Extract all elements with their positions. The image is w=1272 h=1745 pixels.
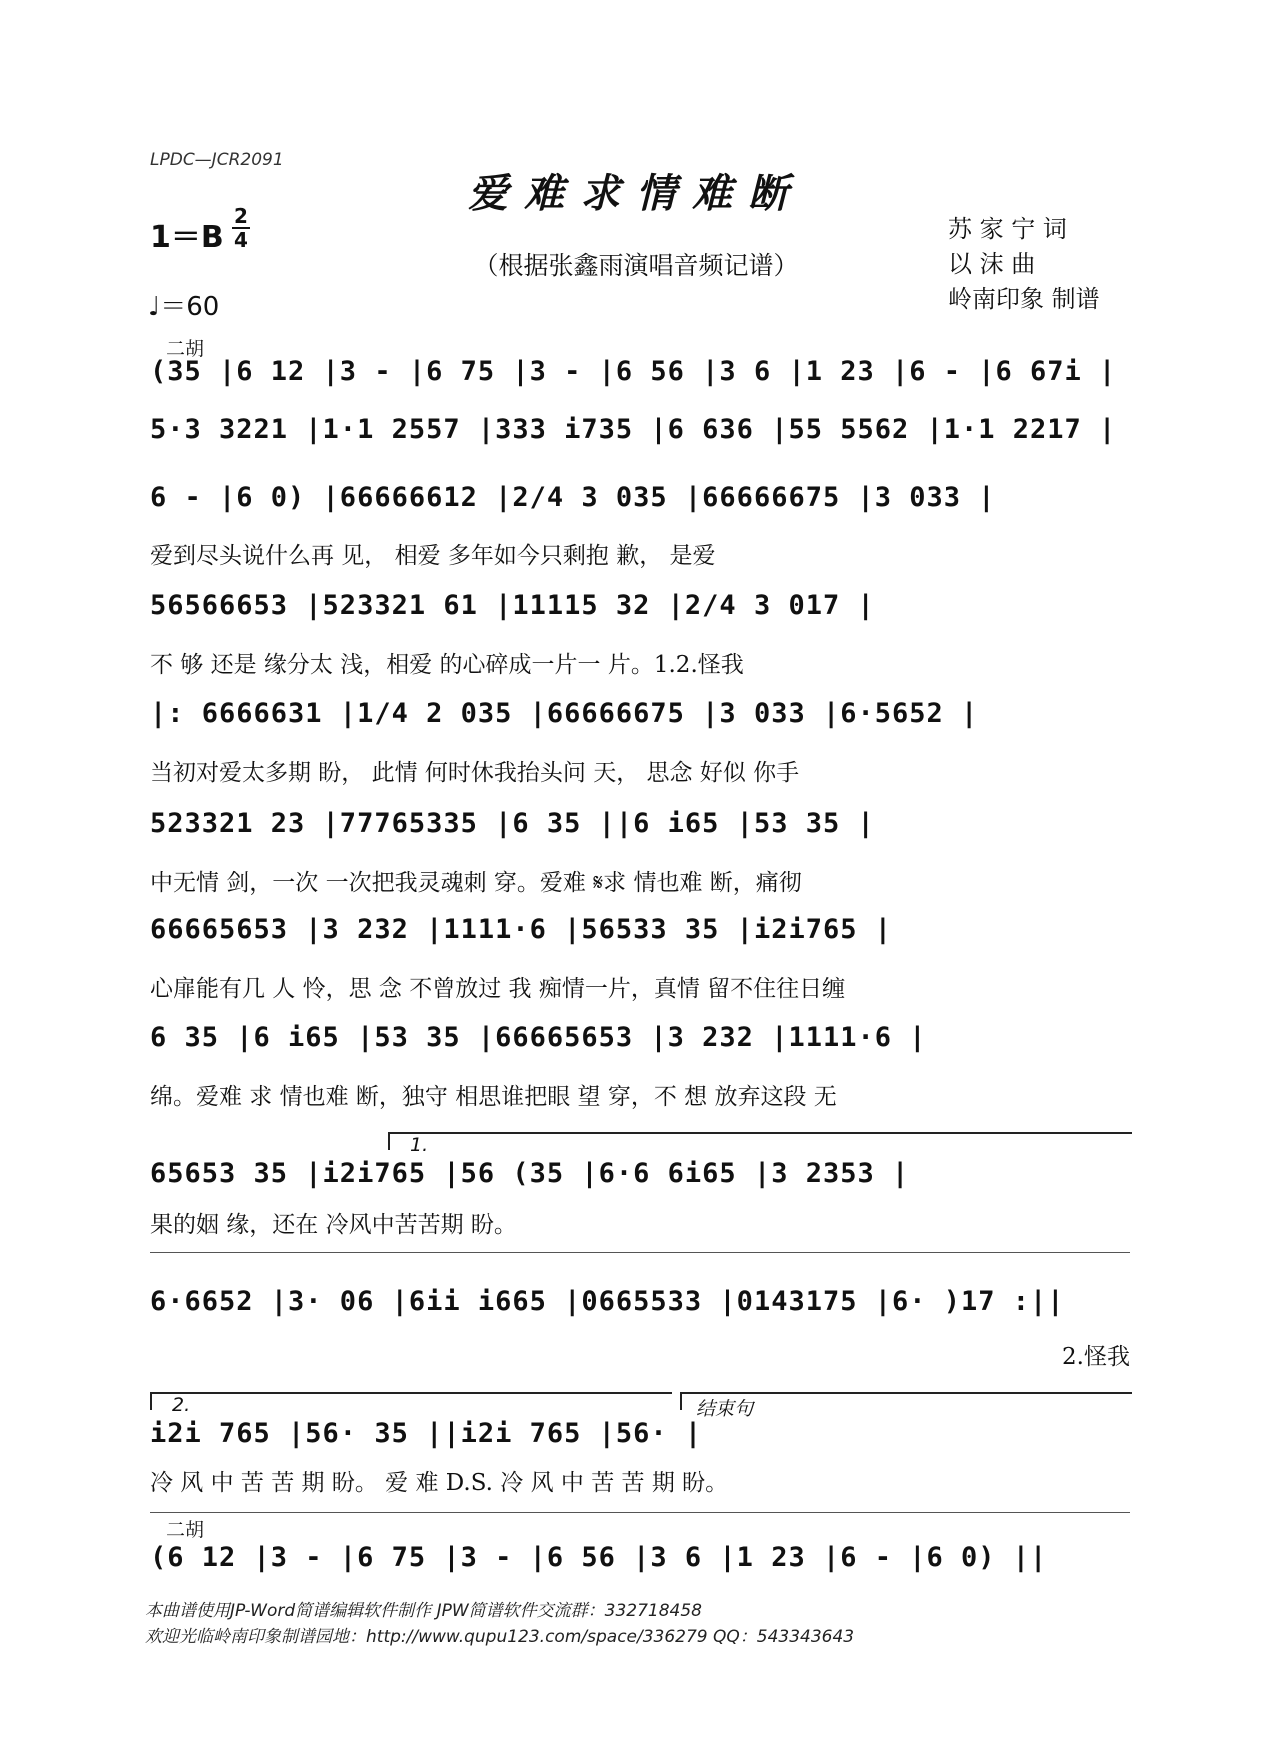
lyrics-line-9: 果的姻 缘，还在 冷风中苦苦期 盼。 — [150, 1212, 517, 1238]
notation-line-6: 523321 23 |77765335 |6 35 ||6 i65 |53 35 | — [150, 808, 875, 839]
footer-line-1: 本曲谱使用JP-Word简谱编辑软件制作 JPW简谱软件交流群：332718458 — [145, 1601, 702, 1621]
volta-1-bracket — [388, 1132, 1132, 1150]
notation-line-12: (6 12 |3 - |6 75 |3 - |6 56 |3 6 |1 23 |6 - |6 0) || — [150, 1542, 1048, 1573]
notation-line-2: 5·3 3221 |1·1 2557 |333 i735 |6 636 |55 5562 |1·1 2217 | — [150, 414, 1117, 445]
notation-line-11: i2i 765 |56· 35 ||i2i 765 |56· | — [150, 1418, 703, 1449]
lyrics-line-8: 绵。爱难 求 情也难 断，独守 相思谁把眼 望 穿，不 想 放弃这段 无 — [150, 1084, 837, 1110]
volta-2-label: 2. — [172, 1394, 191, 1416]
credits — [948, 212, 1100, 317]
subtitle: （根据张鑫雨演唱音频记谱） — [473, 251, 799, 280]
key-signature: 1＝B — [150, 220, 224, 255]
lyrics-line-11: 冷 风 中 苦 苦 期 盼。 爱 难 D.S. 冷 风 中 苦 苦 期 盼。 — [150, 1470, 729, 1496]
section-divider — [150, 1252, 1130, 1253]
lyrics-line-5: 当初对爱太多期 盼， 此情 何时休我抬头问 天， 思念 好似 你手 — [150, 760, 800, 786]
composer: 以 沫 曲 — [948, 250, 1036, 278]
time-top: 2 — [234, 204, 248, 228]
score-code: LPDC—JCR2091 — [150, 150, 284, 170]
notation-line-10: 6·6652 |3· 06 |6ii i665 |0665533 |0143175 |6· )17 :|| — [150, 1286, 1065, 1317]
page-title: 爱难求情难断 — [468, 170, 804, 217]
tempo-marking: ♩＝60 — [148, 292, 220, 322]
time-bottom: 4 — [234, 228, 248, 252]
notation-line-4: 56566653 |523321 61 |11115 32 |2/4 3 017 | — [150, 590, 875, 621]
time-signature — [232, 206, 250, 250]
lyrics-line-10: 2.怪我 — [1062, 1344, 1130, 1370]
notation-line-9: 65653 35 |i2i765 |56 (35 |6·6 6i65 |3 2353 | — [150, 1158, 910, 1189]
lyrics-line-7: 心扉能有几 人 怜，思 念 不曾放过 我 痴情一片，真情 留不住往日缠 — [150, 976, 846, 1002]
section-divider-end — [150, 1512, 1130, 1513]
notation-line-3: 6 - |6 0) |66666612 |2/4 3 035 |66666675 |3 033 | — [150, 482, 996, 513]
lyricist: 苏 家 宁 词 — [948, 215, 1067, 243]
lyrics-line-4: 不 够 还是 缘分太 浅，相爱 的心碎成一片一 片。1.2.怪我 — [150, 652, 744, 678]
erhu-label: 二胡 — [166, 338, 205, 360]
notation-line-7: 66665653 |3 232 |1111·6 |56533 35 |i2i765 | — [150, 914, 892, 945]
lyrics-line-3: 爱到尽头说什么再 见， 相爱 多年如今只剩抱 歉， 是爱 — [150, 543, 716, 569]
footer-line-2: 欢迎光临岭南印象制谱园地：http://www.qupu123.com/space/336279 QQ：543343643 — [145, 1627, 855, 1647]
volta-1-label: 1. — [410, 1134, 429, 1156]
notation-line-5: |: 6666631 |1/4 2 035 |66666675 |3 033 |6·5652 | — [150, 698, 979, 729]
erhu-label-end: 二胡 — [166, 1519, 205, 1541]
ending-label: 结束句 — [696, 1398, 754, 1420]
arranger: 岭南印象 制谱 — [948, 285, 1100, 313]
notation-line-1: (35 |6 12 |3 - |6 75 |3 - |6 56 |3 6 |1 23 |6 - |6 67i | — [150, 356, 1117, 387]
notation-line-8: 6 35 |6 i65 |53 35 |66665653 |3 232 |1111·6 | — [150, 1022, 927, 1053]
volta-2-bracket — [150, 1392, 672, 1410]
lyrics-line-6: 中无情 剑，一次 一次把我灵魂刺 穿。爱难 𝄋求 情也难 断，痛彻 — [150, 870, 802, 896]
